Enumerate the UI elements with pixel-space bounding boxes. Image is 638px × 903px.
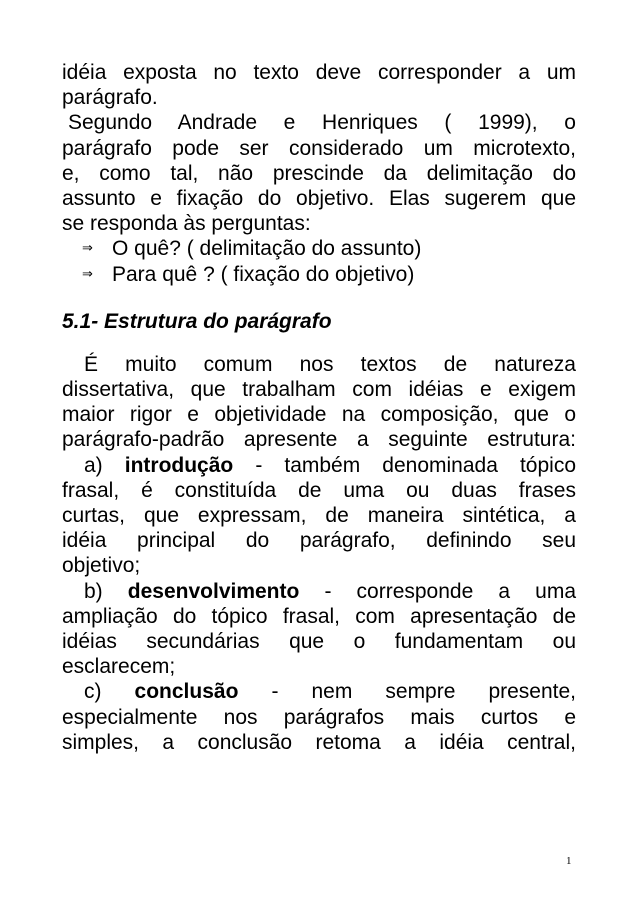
item-term: introdução (124, 453, 234, 477)
item-prefix: b) (84, 579, 128, 603)
text-line: frasal, é constituída de uma ou duas frases (62, 478, 576, 502)
section-heading: 5.1- Estrutura do parágrafo (62, 309, 332, 333)
text-line: idéia principal do parágrafo, definindo seu (62, 529, 576, 553)
text-line: idéias secundárias que o fundamentam ou (62, 629, 576, 653)
text-line: esclarecem; (62, 655, 176, 679)
text-line (62, 579, 576, 604)
double-arrow-right-icon: ⇒ (82, 266, 93, 282)
paragraph-structure-intro (62, 352, 576, 453)
text-line: É muito comum nos textos de natureza (84, 352, 576, 376)
text-line: Segundo Andrade e Henriques ( 1999), o (68, 111, 576, 135)
text-line: especialmente nos parágrafos mais curtos e (62, 705, 576, 729)
item-text: - também denominada tópico (233, 453, 576, 477)
paragraph-continuation (62, 60, 576, 110)
item-term: conclusão (134, 680, 239, 704)
text-line: parágrafo. (62, 86, 158, 110)
document-page (62, 60, 576, 755)
question-list (62, 236, 576, 286)
text-line: se responda às perguntas: (62, 212, 311, 236)
item-term: desenvolvimento (127, 579, 300, 603)
text-line: simples, a conclusão retoma a idéia central, (62, 730, 576, 754)
text-line (62, 679, 576, 704)
item-prefix: c) (84, 680, 135, 704)
page-number: 1 (566, 855, 572, 867)
text-line: curtas, que expressam, de maneira sintética, a (62, 504, 576, 527)
structure-item-introducao (62, 453, 576, 579)
list-item (62, 236, 576, 261)
paragraph-andrade-henriques (62, 110, 576, 236)
structure-item-desenvolvimento (62, 579, 576, 680)
text-line (62, 453, 576, 478)
spacer (62, 334, 576, 352)
text-line: parágrafo pode ser considerado um microtexto, (62, 136, 576, 160)
list-item (62, 262, 576, 287)
text-line: dissertativa, que trabalham com idéias e exigem (62, 378, 576, 402)
structure-item-conclusao (62, 679, 576, 755)
text-line: maior rigor e objetividade na composição, que o (62, 403, 576, 427)
text-line: objetivo; (62, 554, 141, 578)
item-text: - nem sempre presente, (238, 680, 577, 704)
text-line: parágrafo-padrão apresente a seguinte estrutura: (62, 428, 576, 452)
text-line: idéia exposta no texto deve corresponder a um (62, 61, 576, 84)
text-line: e, como tal, não prescinde da delimitação do (62, 161, 576, 185)
double-arrow-right-icon: ⇒ (82, 241, 93, 257)
item-prefix: a) (84, 453, 125, 477)
text-line: assunto e fixação do objetivo. Elas sugerem que (62, 186, 576, 210)
list-item-text: O quê? ( delimitação do assunto) (112, 237, 422, 261)
text-line: ampliação do tópico frasal, com apresentação de (62, 604, 576, 628)
spacer (62, 287, 576, 309)
list-item-text: Para quê ? ( fixação do objetivo) (112, 262, 415, 286)
item-text: - corresponde a uma (299, 579, 576, 603)
